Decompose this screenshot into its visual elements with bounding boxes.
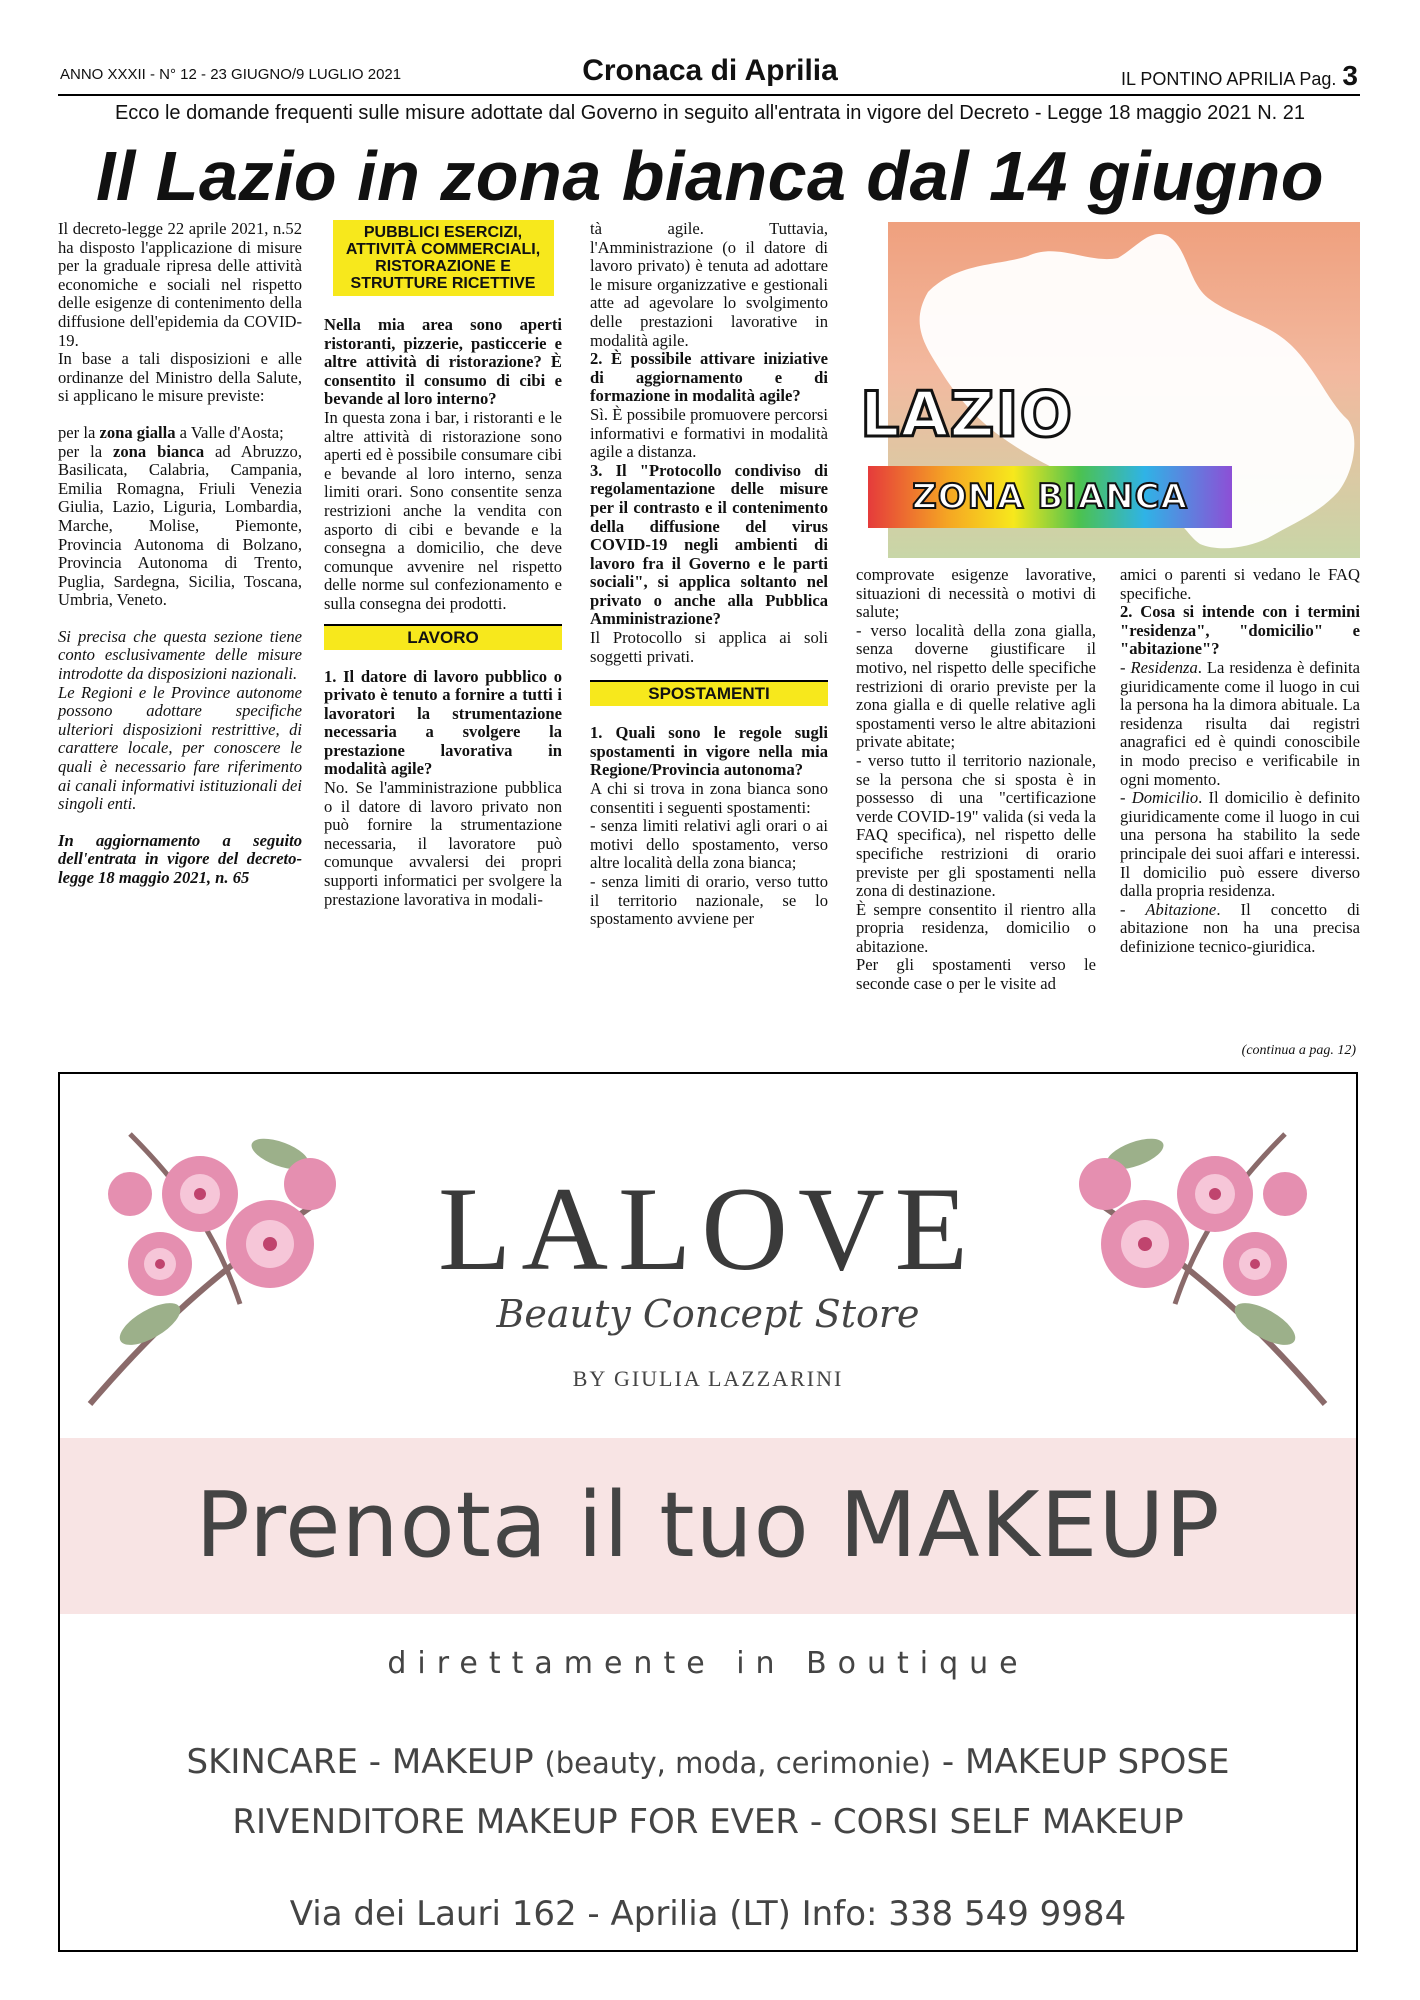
column-3 (590, 220, 828, 929)
answer: - senza limiti di orario, verso tutto il territorio nazionale, se lo spostamento avviene per (590, 872, 828, 929)
issue-info: ANNO XXXII - N° 12 - 23 GIUGNO/9 LUGLIO 2021 (60, 66, 402, 83)
answer: In questa zona i bar, i ristoranti e le altre attività di ristorazione sono aperti ed è possibile consumare cibi e bevande al loro interno, senza limiti orari. Sono consentite senza restrizioni anche la vendita con asporto di cibi e bevande e la consegna a domicilio, che deve comunque avvenire nel rispetto delle norme sul confezionamento e sulla consegna dei prodotti. (324, 407, 562, 613)
subheadline: Ecco le domande frequenti sulle misure adottate dal Governo in seguito all'entrata in vigore del Decreto - Legge 18 maggio 2021 N. 21 (114, 102, 1306, 124)
paragraph: Per gli spostamenti verso le seconde case o per le visite ad (856, 955, 1096, 994)
section-title: Cronaca di Aprilia (582, 54, 838, 87)
answer: No. Se l'amministrazione pubblica o il datore di lavoro privato non può fornire la strumentazione necessaria, il lavoratore può comunque avvalersi dei propri supporti informatici per svolgere la prestazione lavorativa in modali- (324, 778, 562, 909)
paper-label: IL PONTINO APRILIA Pag. (1121, 69, 1337, 89)
note-paragraph: Le Regioni e le Province autonome possono adottare specifiche ulteriori disposizioni restrittive, di carattere locale, per conoscere le quali è necessario fare riferimento ai canali informativi istituzionali dei singoli enti. (58, 682, 302, 814)
paragraph: amici o parenti si vedano le FAQ specifiche. (1120, 565, 1360, 603)
intro-paragraph: Il decreto-legge 22 aprile 2021, n.52 ha disposto l'applicazione di misure per la graduale ripresa delle attività economiche e sociali nel rispetto delle esigenze di contenimento della diffusione dell'epidemia da COVID-19. (58, 219, 302, 350)
answer: tà agile. Tuttavia, l'Amministrazione (o il datore di lavoro privato) è tenuta ad adottare le misure organizzative e gestionali atte ad agevolare lo svolgimento delle prestazioni lavorative in modalità agile. (590, 219, 828, 350)
column-2 (324, 220, 562, 909)
zona-bianca-label: ZONA BIANCA (912, 477, 1188, 517)
column-4 (856, 566, 1096, 994)
brand-tagline: Beauty Concept Store (496, 1292, 920, 1336)
paragraph: È sempre consentito il rientro alla propria residenza, domicilio o abitazione. (856, 899, 1096, 956)
section-box-spostamenti: SPOSTAMENTI (590, 680, 828, 706)
section-box-lavoro: LAVORO (324, 624, 562, 650)
store-address: Via dei Lauri 162 - Aprilia (LT) Info: 338 549 9984 (289, 1894, 1127, 1934)
lazio-label: LAZIO (860, 378, 1074, 451)
promo-text: Prenota il tuo MAKEUP (195, 1473, 1221, 1578)
question: 1. Quali sono le regole sugli spostamenti in vigore nella mia Regione/Provincia autonoma? (590, 723, 828, 780)
continue-note: (continua a pag. 12) (1241, 1043, 1356, 1058)
note-paragraph: Si precisa che questa sezione tiene conto esclusivamente delle misure introdotte da disposizioni nazionali. (58, 626, 302, 684)
column-5 (1120, 566, 1360, 956)
answer: Il Protocollo si applica ai soli soggetti privati. (590, 628, 828, 666)
paragraph: comprovate esigenze lavorative, situazioni di necessità o motivi di salute; (856, 565, 1096, 622)
page-number: 3 (1342, 60, 1358, 91)
definition-domicilio: - Domicilio. Il domicilio è definito giuridicamente come il luogo in cui una persona ha stabilito la sede principale dei suoi affari e interessi. Il domicilio può essere diverso dalla propria residenza. (1120, 788, 1360, 901)
promo-subtext: direttamente in Boutique (387, 1646, 1029, 1681)
question: 1. Il datore di lavoro pubblico o privato è tenuto a fornire a tutti i lavoratori la strumentazione necessaria a svolgere la prestazione lavorativa in modalità agile? (324, 666, 562, 779)
question: 3. Il "Protocollo condiviso di regolamentazione delle misure per il contrasto e il contenimento della diffusione del virus COVID-19 negli ambienti di lavoro fra il Governo e le parti sociali", si applica soltanto nel privato o anche alla Pubblica Amministrazione? (590, 460, 828, 629)
brand-logo: LALOVE (438, 1162, 978, 1295)
answer: Sì. È possibile promuovere percorsi informativi e formativi in modalità agile a distanza. (590, 404, 828, 462)
zona-bianca-banner (868, 466, 1232, 528)
zone-white: per la zona bianca ad Abruzzo, Basilicata, Calabria, Campania, Emilia Romagna, Friuli Venezia Giulia, Lazio, Liguria, Lombardia, Marche, Molise, Piemonte, Provincia Autonoma di Bolzano, Provincia Autonoma di Trento, Puglia, Sardegna, Sicilia, Toscana, Umbria, Veneto. (58, 441, 302, 610)
answer: - senza limiti relativi agli orari o ai motivi dello spostamento, verso altre località della zona bianca; (590, 816, 828, 873)
question: 2. Cosa si intende con i termini "residenza", "domicilio" e "abitazione"? (1120, 602, 1360, 659)
section-box-esercizi: PUBBLICI ESERCIZI, ATTIVITÀ COMMERCIALI, RISTORAZIONE E STRUTTURE RICETTIVE (333, 220, 554, 296)
services-line-1: SKINCARE - MAKEUP (beauty, moda, cerimonie) - MAKEUP SPOSE (186, 1742, 1230, 1782)
services-line-2: RIVENDITORE MAKEUP FOR EVER - CORSI SELF MAKEUP (232, 1802, 1184, 1842)
brand-owner: BY GIULIA LAZZARINI (572, 1366, 844, 1391)
header-rule (58, 94, 1360, 96)
zone-yellow: per la zona gialla a Valle d'Aosta; (58, 422, 284, 442)
headline: Il Lazio in zona bianca dal 14 giugno (95, 137, 1325, 215)
paper-name (1121, 60, 1358, 92)
paragraph: - verso tutto il territorio nazionale, se la persona che si sposta è in possesso di una "certificazione verde COVID-19" valida (si veda la FAQ specifica), nel rispetto delle specifiche restrizioni di orario previste per gli spostamenti nella zona di destinazione. (856, 750, 1096, 901)
paragraph: - verso località della zona gialla, senza doverne giustificare il motivo, nel rispetto delle specifiche restrizioni di orario previste per la zona gialla e di quelle relative agli spostamenti verso le altre abitazioni private abitate; (856, 620, 1096, 752)
paragraph: In base a tali disposizioni e alle ordinanze del Ministro della Salute, si applicano le misure previste: (58, 349, 302, 406)
definition-abitazione: - Abitazione. Il concetto di abitazione non ha una precisa definizione tecnico-giuridica. (1120, 899, 1361, 956)
question: 2. È possibile attivare iniziative di aggiornamento e di formazione in modalità agile? (590, 349, 828, 406)
update-note: In aggiornamento a seguito dell'entrata in vigore del decreto-legge 18 maggio 2021, n. 65 (58, 830, 302, 887)
advertisement (58, 1072, 1358, 1952)
question: Nella mia area sono aperti ristoranti, pizzerie, pasticcerie e altre attività di ristorazione? È consentito il consumo di cibi e bevande al loro interno? (324, 315, 562, 409)
promo-band (60, 1438, 1356, 1614)
definition-residenza: - Residenza. La residenza è definita giuridicamente come il luogo in cui la persona ha la dimora abituale. La residenza risulta dai registri anagrafici ed è quindi conoscibile in modo preciso e verificabile in ogni momento. (1120, 657, 1360, 789)
column-1 (58, 220, 302, 888)
answer: A chi si trova in zona bianca sono consentiti i seguenti spostamenti: (590, 779, 828, 817)
